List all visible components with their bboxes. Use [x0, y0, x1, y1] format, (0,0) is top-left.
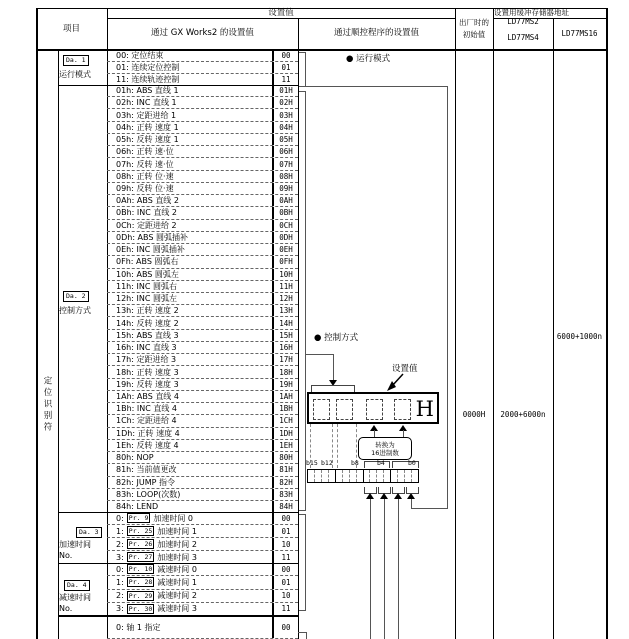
- header-factory-default-line2: 初始值: [462, 30, 486, 40]
- bit-cell: [364, 470, 371, 482]
- table-row: [107, 603, 298, 615]
- row-number: 1:: [116, 577, 124, 587]
- row-text: 08h: 正转 位·速: [116, 171, 174, 181]
- row-text: 减速时间 2: [157, 591, 197, 601]
- row-value: 18H: [273, 366, 298, 377]
- bit-label-b4: b4: [377, 459, 385, 467]
- row-value: 01: [273, 576, 298, 588]
- row-value: 01H: [273, 85, 298, 96]
- table-row: [107, 617, 298, 639]
- table-row: [107, 391, 298, 403]
- da2-label: Da. 2: [63, 291, 89, 302]
- header-ld77ms2: LD77MS2: [507, 17, 539, 27]
- axis-designation-rows: [107, 617, 298, 639]
- header-ld77ms4: LD77MS4: [507, 33, 539, 43]
- setting-value-label: 设置值: [392, 364, 418, 374]
- row-value: 04H: [273, 122, 298, 133]
- row-value: 19H: [273, 379, 298, 390]
- da3-label: Da. 3: [76, 527, 102, 538]
- table-row: [107, 62, 298, 74]
- row-value: 12H: [273, 293, 298, 304]
- row-text: 05h: 反转 速度 1: [116, 135, 179, 145]
- row-text: 04h: 正转 速度 1: [116, 122, 179, 132]
- row-text: 82h: JUMP 指令: [116, 477, 175, 487]
- address-ld77ms16: 6000+1000n: [556, 332, 603, 342]
- control-method-label: ● 控制方式: [314, 333, 359, 343]
- row-text: 03h: 定距进给 1: [116, 110, 177, 120]
- connector-line: [306, 632, 307, 639]
- header-ld77ms16: LD77MS16: [561, 28, 598, 38]
- row-text: 09h: 反转 位·速: [116, 183, 174, 193]
- bit-cell: [405, 470, 412, 482]
- table-row: [107, 305, 298, 317]
- row-text: 12h: INC 圆弧左: [116, 294, 177, 304]
- table-border: [606, 8, 608, 639]
- row-text: 1Ah: ABS 直线 4: [116, 391, 179, 401]
- row-text: 0Fh: ABS 圆弧右: [116, 257, 179, 267]
- da4-title2: No.: [59, 604, 73, 613]
- row-text: 13h: 正转 速度 2: [116, 306, 179, 316]
- row-text: 84h: LEND: [116, 502, 159, 512]
- da3-da4-value-bracket: [299, 514, 306, 611]
- table-row: [107, 551, 298, 563]
- row-value: 07H: [273, 158, 298, 169]
- table-row: [107, 281, 298, 293]
- table-row: [107, 464, 298, 476]
- connector-line: [384, 499, 385, 639]
- bit-cell: [384, 470, 391, 482]
- row-text: 01h: ABS 直线 1: [116, 86, 179, 96]
- row-text: 83h: LOOP(次数): [116, 489, 181, 499]
- row-text: 16h: INC 直线 3: [116, 343, 177, 353]
- convert-label-line1: 转换为: [375, 440, 395, 449]
- row-value: 02H: [273, 97, 298, 108]
- bit-register: [307, 469, 419, 483]
- table-row: [107, 97, 298, 109]
- row-value: 05H: [273, 134, 298, 145]
- row-text: 10h: ABS 圆弧左: [116, 269, 179, 279]
- table-row: [107, 354, 298, 366]
- table-row: [107, 109, 298, 121]
- dashed-link-line: [337, 424, 338, 468]
- table-border: [493, 8, 494, 639]
- hex-digit-box: [313, 399, 330, 420]
- pr-reference-box: Pr. 29: [128, 591, 153, 600]
- row-value: 0DH: [273, 232, 298, 243]
- row-text: 0Ah: ABS 直线 2: [116, 196, 179, 206]
- connector-line: [403, 430, 404, 437]
- row-text: 加速时间 0: [153, 513, 194, 523]
- da1-value-bracket: [299, 52, 306, 87]
- row-value: 16H: [273, 342, 298, 353]
- row-text: 1Eh: 反转 速度 4: [116, 440, 179, 450]
- da4-title: 减速时间: [59, 593, 91, 602]
- table-border: [36, 8, 38, 639]
- da4-rows: [107, 563, 298, 615]
- row-text: 11h: INC 圆弧右: [116, 281, 177, 291]
- da3-rows: [107, 512, 298, 563]
- address-ld77ms2-4: 2000+6000n: [500, 410, 546, 420]
- table-row: [107, 428, 298, 440]
- row-value: 00: [273, 512, 298, 524]
- pr-reference-box: Pr. 10: [128, 565, 153, 574]
- row-value: 03H: [273, 109, 298, 120]
- table-row: [107, 563, 298, 576]
- row-text: 14h: 反转 速度 2: [116, 318, 179, 328]
- connector-line: [374, 430, 375, 437]
- hex-high-digits-brace: [311, 385, 355, 392]
- row-number: 0:: [116, 564, 124, 574]
- header-sequence-program: 通过顺控程序的设置值: [333, 28, 419, 39]
- connector-line: [411, 499, 412, 509]
- table-row: [107, 158, 298, 170]
- row-text: 减速时间 0: [157, 564, 197, 574]
- row-value: 00: [273, 617, 298, 638]
- table-row: [107, 403, 298, 415]
- table-row: [107, 512, 298, 525]
- table-row: [107, 171, 298, 183]
- row-value: 83H: [273, 489, 298, 500]
- bit-cell: [308, 470, 315, 482]
- row-text: 18h: 正转 速度 3: [116, 367, 179, 377]
- bit-label-b15: b15: [306, 459, 318, 467]
- row-value: 10H: [273, 269, 298, 280]
- row-value: 80H: [273, 452, 298, 463]
- table-row: [107, 576, 298, 589]
- pr-reference-box: Pr. 28: [128, 578, 153, 587]
- bit-cell: [398, 470, 405, 482]
- bit-label-b12: b12: [321, 459, 333, 467]
- header-setting-value: 设置值: [268, 7, 294, 18]
- da2-rows: [107, 85, 298, 512]
- table-row: [107, 232, 298, 244]
- table-row: [107, 501, 298, 512]
- row-value: 00: [273, 563, 298, 575]
- table-row: [107, 489, 298, 501]
- row-value: 11: [273, 551, 298, 563]
- hex-suffix: H: [415, 397, 434, 421]
- table-row: [107, 590, 298, 603]
- pr-reference-box: Pr. 27: [128, 553, 153, 561]
- row-value: 14H: [273, 317, 298, 328]
- header-buffer-address: 设置用缓冲存储器地址: [494, 8, 569, 18]
- row-text: 00: 定位结束: [116, 51, 164, 60]
- da1-label: Da. 1: [63, 55, 89, 66]
- row-value: 82H: [273, 477, 298, 488]
- table-row: [107, 195, 298, 207]
- bit-cell: [357, 470, 364, 482]
- bit-label-b8: b8: [351, 459, 359, 467]
- connector-line: [333, 354, 334, 380]
- row-value: 01: [273, 62, 298, 73]
- hex-digit-box: [336, 399, 353, 420]
- row-value: 09H: [273, 183, 298, 194]
- header-factory-default-line1: 出厂时的: [459, 18, 489, 28]
- row-text: 19h: 反转 速度 3: [116, 379, 179, 389]
- row-text: 07h: 反转 速·位: [116, 159, 174, 169]
- pr-reference-box: Pr. 30: [128, 604, 153, 613]
- row-value: 06H: [273, 146, 298, 157]
- table-row: [107, 379, 298, 391]
- row-text: 0Bh: INC 直线 2: [116, 208, 177, 218]
- table-row: [107, 415, 298, 427]
- side-label-positioning-identifier: 定位识别符: [42, 376, 52, 434]
- table-border: [553, 18, 554, 639]
- connector-line: [447, 86, 448, 509]
- row-text: 15h: ABS 直线 3: [116, 330, 179, 340]
- bit-cell: [412, 470, 418, 482]
- table-row: [107, 538, 298, 551]
- pr-reference-box: Pr. 25: [128, 527, 153, 535]
- da4-label: Da. 4: [64, 580, 90, 591]
- convert-to-hex-box: [358, 437, 412, 460]
- factory-default-value: 0000H: [462, 410, 486, 420]
- bit-cell: [370, 470, 377, 482]
- table-row: [107, 207, 298, 219]
- table-row: [107, 342, 298, 354]
- row-text: 06h: 正转 速·位: [116, 147, 174, 157]
- table-row: [107, 317, 298, 329]
- table-border: [455, 8, 456, 639]
- row-value: 13H: [273, 305, 298, 316]
- row-text: 加速时间 1: [157, 526, 197, 536]
- header-gx-works2: 通过 GX Works2 的设置值: [151, 28, 254, 39]
- row-number: 1:: [116, 526, 124, 536]
- row-value: 0EH: [273, 244, 298, 255]
- table-row: [107, 74, 298, 85]
- da2-value-bracket: [299, 91, 306, 511]
- row-value: 11H: [273, 281, 298, 292]
- da1-title: 运行模式: [59, 70, 91, 79]
- convert-label-line2: 16进制数: [371, 448, 399, 457]
- row-text: 01: 连续定位控制: [116, 63, 180, 72]
- hex-setting-box: [307, 392, 439, 424]
- row-text: 减速时间 3: [157, 604, 197, 614]
- row-number: 2:: [116, 591, 124, 601]
- row-text: 加速时间 2: [157, 539, 197, 549]
- row-value: 81H: [273, 464, 298, 475]
- bit-cell: [343, 470, 350, 482]
- row-value: 0BH: [273, 207, 298, 218]
- connector-line: [398, 499, 399, 639]
- row-text: 02h: INC 直线 1: [116, 98, 177, 108]
- table-row: [107, 293, 298, 305]
- setting-value-arrow-icon: [384, 372, 408, 394]
- row-value: 1CH: [273, 415, 298, 426]
- bit-label-b0: b0: [408, 459, 416, 467]
- row-value: 1BH: [273, 403, 298, 414]
- row-value: 11: [273, 603, 298, 615]
- bit-cell: [391, 470, 398, 482]
- row-text: 80h: NOP: [116, 453, 154, 463]
- table-row: [107, 85, 298, 97]
- row-text: 17h: 定距进给 3: [116, 355, 177, 365]
- row-text: 1Dh: 正转 速度 4: [116, 428, 180, 438]
- row-text: 0: 轴 1 指定: [116, 623, 161, 632]
- row-text: 0Eh: INC 圆弧插补: [116, 245, 185, 255]
- table-row: [107, 452, 298, 464]
- table-row: [107, 440, 298, 452]
- table-row: [107, 477, 298, 489]
- da3-title: 加速时间: [59, 540, 91, 549]
- pr-reference-box: Pr. 26: [128, 540, 153, 548]
- bit-cell: [336, 470, 343, 482]
- row-value: 08H: [273, 171, 298, 182]
- row-text: 1Bh: INC 直线 4: [116, 404, 177, 414]
- row-value: 1AH: [273, 391, 298, 402]
- row-text: 0Dh: ABS 圆弧插补: [116, 232, 188, 242]
- row-value: 0AH: [273, 195, 298, 206]
- row-value: 0CH: [273, 220, 298, 231]
- row-value: 00: [273, 50, 298, 61]
- connector-line: [306, 354, 334, 355]
- bit-cell: [329, 470, 336, 482]
- bit-cell: [377, 470, 384, 482]
- table-row: [107, 183, 298, 195]
- table-row: [107, 256, 298, 268]
- row-value: 10: [273, 538, 298, 550]
- row-value: 11: [273, 74, 298, 85]
- row-number: 3:: [116, 552, 124, 562]
- connector-line: [370, 499, 371, 639]
- row-value: 10: [273, 590, 298, 602]
- row-number: 3:: [116, 604, 124, 614]
- row-text: 减速时间 1: [157, 577, 197, 587]
- table-row: [107, 244, 298, 256]
- row-value: 1EH: [273, 440, 298, 451]
- da3-title2: No.: [59, 551, 73, 560]
- connector-line: [306, 86, 448, 87]
- table-row: [107, 269, 298, 281]
- row-text: 81h: 当前值更改: [116, 465, 177, 475]
- row-text: 0Ch: 定距进给 2: [116, 220, 177, 230]
- bit-cell: [322, 470, 329, 482]
- row-value: 0FH: [273, 256, 298, 267]
- table-row: [107, 366, 298, 378]
- row-value: 17H: [273, 354, 298, 365]
- row-text: 11: 连续轨迹控制: [116, 75, 180, 84]
- row-text: 1Ch: 定距进给 4: [116, 416, 177, 426]
- da2-title: 控制方式: [59, 306, 91, 315]
- table-row: [107, 134, 298, 146]
- table-row: [107, 122, 298, 134]
- table-row: [107, 330, 298, 342]
- row-value: 1DH: [273, 428, 298, 439]
- table-row: [107, 220, 298, 232]
- hex-digit-box: [366, 399, 383, 420]
- hex-digit-box: [394, 399, 411, 420]
- table-row: [107, 146, 298, 158]
- pr-reference-box: Pr. 9: [128, 514, 149, 522]
- run-mode-label: ● 运行模式: [346, 54, 391, 64]
- row-value: 01: [273, 525, 298, 537]
- connector-line: [411, 508, 448, 509]
- table-row: [107, 525, 298, 538]
- row-value: 84H: [273, 501, 298, 512]
- bit-cell: [350, 470, 357, 482]
- row-value: 15H: [273, 330, 298, 341]
- row-number: 0:: [116, 513, 124, 523]
- header-item: 项目: [62, 23, 80, 34]
- da1-rows: [107, 50, 298, 85]
- bit-pair-brace: [406, 487, 419, 494]
- table-row: [107, 50, 298, 62]
- bit-cell: [315, 470, 322, 482]
- row-number: 2:: [116, 539, 124, 549]
- row-text: 加速时间 3: [157, 552, 197, 562]
